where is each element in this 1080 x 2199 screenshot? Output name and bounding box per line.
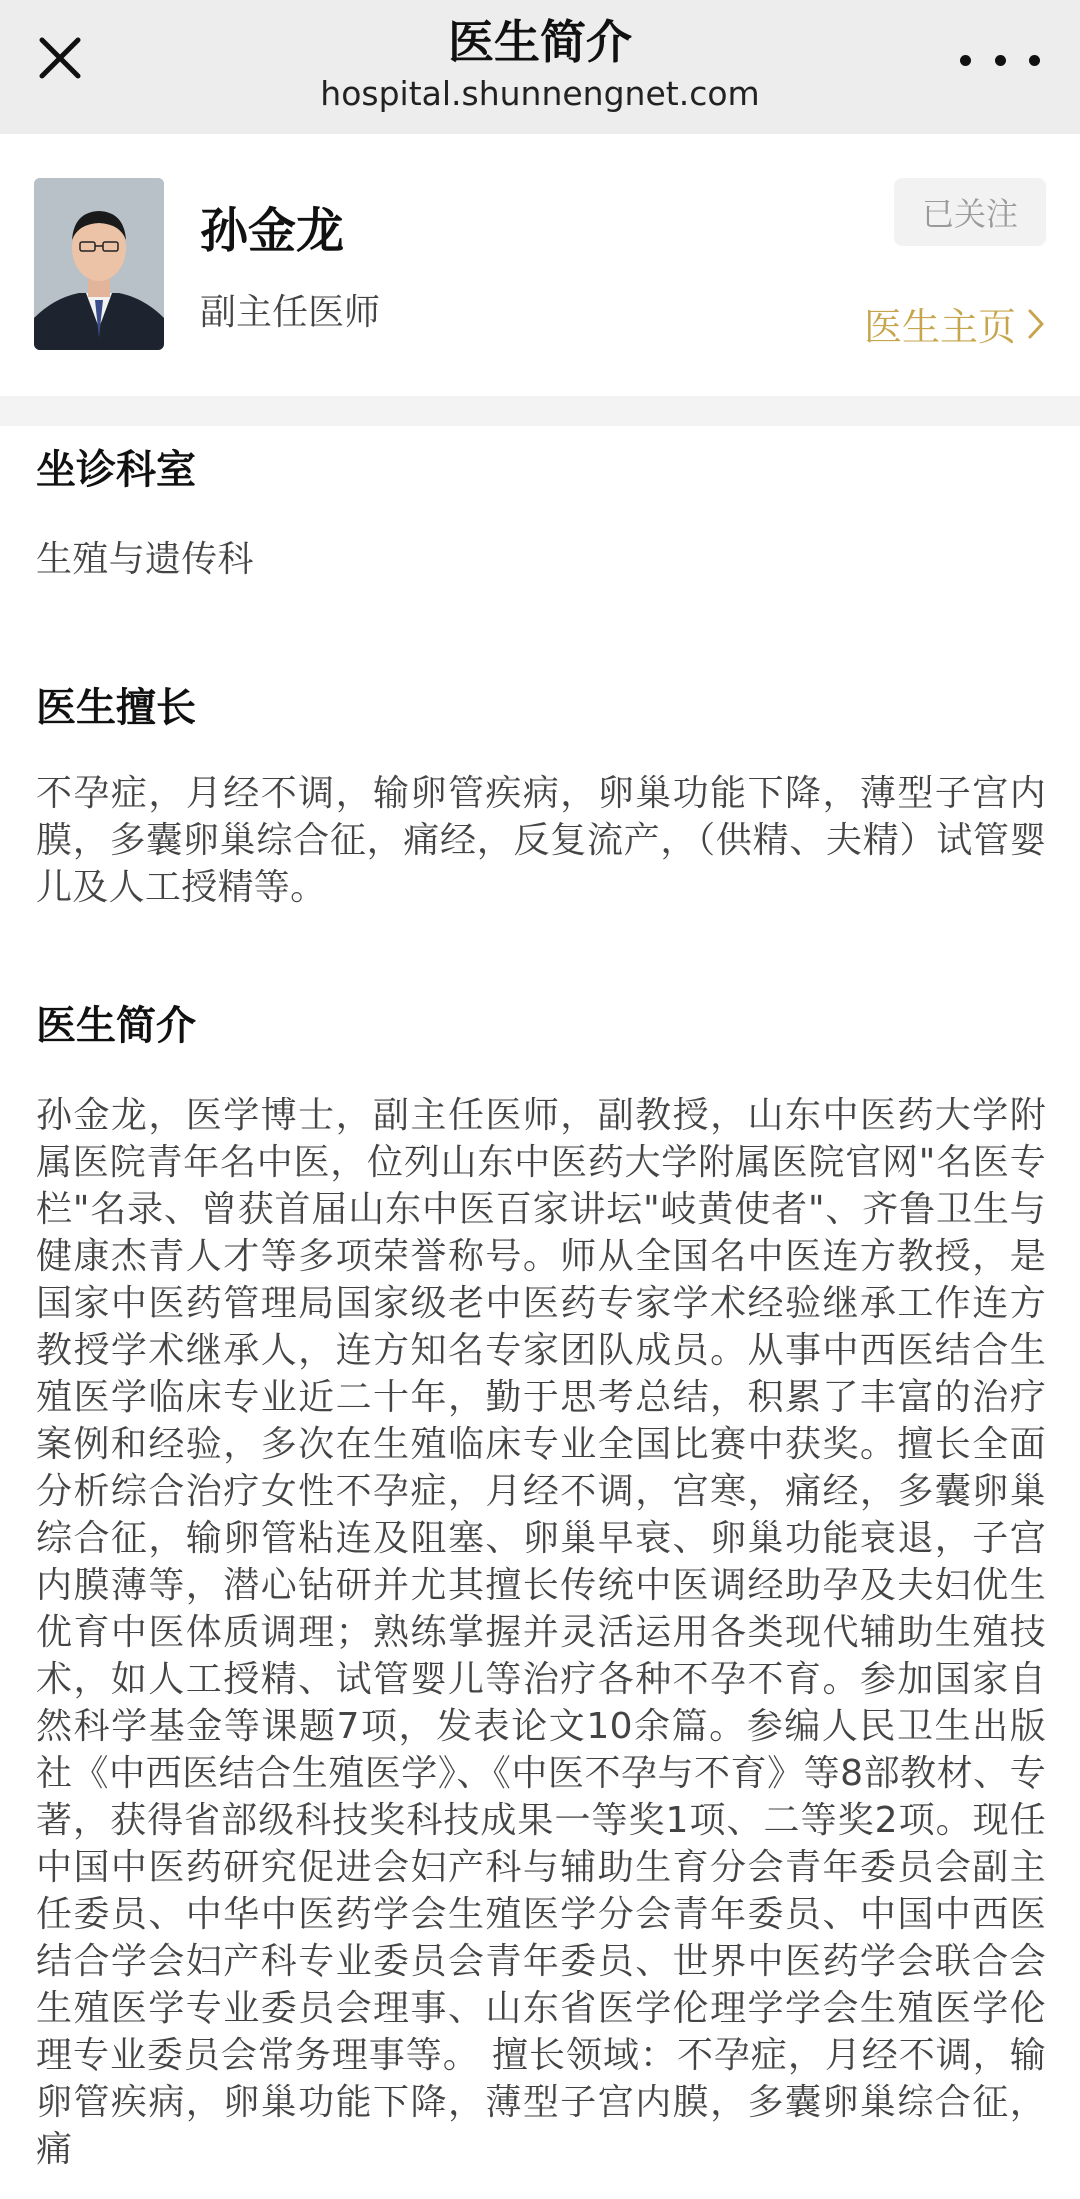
doctor-homepage-link[interactable] [864, 296, 1046, 351]
more-dots-icon [960, 55, 971, 66]
more-dots-icon [995, 55, 1006, 66]
department-heading: 坐诊科室 [36, 447, 196, 493]
doctor-portrait-icon [34, 178, 164, 350]
specialty-text: 不孕症，月经不调，输卵管疾病，卵巢功能下降，薄型子宫内膜，多囊卵巢综合征，痛经，反复流产，（供精、夫精）试管婴儿及人工授精等。 [36, 773, 1046, 908]
top-navigation-bar [0, 0, 1080, 134]
avatar[interactable] [34, 178, 164, 350]
doctor-profile-card [0, 134, 1080, 396]
more-options-button[interactable] [960, 40, 1040, 80]
intro-text: 孙金龙，医学博士，副主任医师，副教授，山东中医药大学附属医院青年名中医，位列山东中医药大学附属医院官网"名医专栏"名录、曾获首届山东中医百家讲坛"岐黄使者"、齐鲁卫生与健康杰青人才等多项荣誉称号。师从全国名中医连方教授，是国家中医药管理局国家级老中医药专家学术经验继承工作连方教授学术继承人，连方知名专家团队成员。从事中西医结合生殖医学临床专业近二十年，勤于思考总结，积累了丰富的治疗案例和经验，多次在生殖临床专业全国比赛中获奖。擅长全面分析综合治疗女性不孕症，月经不调，宫寒，痛经，多囊卵巢综合征，输卵管粘连及阻塞、卵巢早衰、卵巢功能衰退，子宫内膜薄等，潜心钻研并尤其擅长传统中医调经助孕及夫妇优生优育中医体质调理；熟练掌握并灵活运用各类现代辅助生殖技术，如人工授精、试管婴儿等治疗各种不孕不育。参加国家自然科学基金等课题7项，发表论文10余篇。参编人民卫生出版社《中西医结合生殖医学》、《中医不孕与不育》等8部教材、专著，获得省部级科技奖科技成果一等奖1项、二等奖2项。现任中国中医药研究促进会妇产科与辅助生育分会青年委员会副主任委员、中华中医药学会生殖医学分会青年委员、中国中西医结合学会妇产科专业委员会青年委员、世界中医药学会联合会生殖医学专业委员会理事、山东省医学伦理学学会生殖医学伦理专业委员会常务理事等。 擅长领域：不孕症，月经不调，输卵管疾病，卵巢功能下降，薄型子宫内膜，多囊卵巢综合征，痛 [36, 1095, 1046, 2170]
page-url: hospital.shunnengnet.com [320, 74, 760, 113]
page-title: 医生简介 [448, 15, 632, 69]
intro-heading: 医生简介 [36, 1003, 196, 1049]
department-text: 生殖与遗传科 [36, 539, 254, 580]
chevron-right-icon [1026, 307, 1046, 341]
section-divider [0, 396, 1080, 426]
doctor-homepage-label: 医生主页 [863, 305, 1016, 349]
follow-button[interactable]: 已关注 [894, 178, 1046, 246]
more-dots-icon [1029, 55, 1040, 66]
doctor-name: 孙金龙 [200, 203, 345, 259]
doctor-title: 副主任医师 [200, 292, 381, 333]
specialty-heading: 医生擅长 [36, 685, 196, 731]
